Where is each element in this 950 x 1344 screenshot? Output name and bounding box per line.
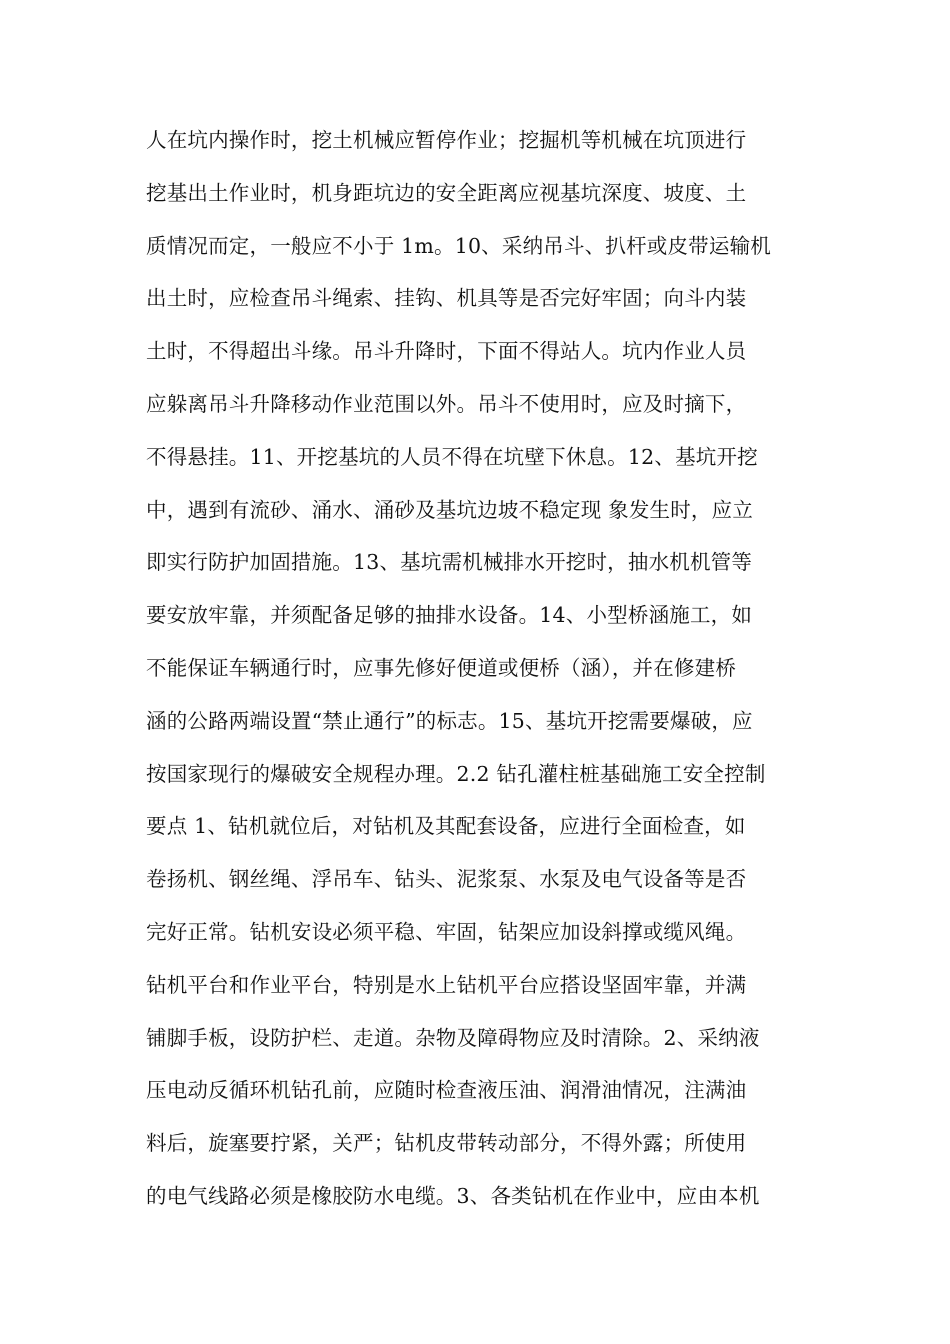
text-line-5: 土时，不得超出斗缘。吊斗升降时，下面不得站人。坑内作业人员 (146, 339, 747, 364)
text-line-6: 应躲离吊斗升降移动作业范围以外。吊斗不使用时，应及时摘下， (146, 391, 747, 416)
body-paragraph (146, 114, 816, 1223)
text-line-20: 料后，旋塞要拧紧，关严；钻机皮带转动部分，不得外露；所使用 (146, 1131, 747, 1156)
text-line-15: 卷扬机、钢丝绳、浮吊车、钻头、泥浆泵、水泵及电气设备等是否 (146, 867, 747, 892)
text-line-11: 不能保证车辆通行时，应事先修好便道或便桥（涵），并在修建桥 (146, 655, 737, 680)
text-line-13: 按国家现行的爆破安全规程办理。2.2 钻孔灌柱桩基础施工安全控制 (146, 761, 766, 786)
text-line-2: 挖基出土作业时，机身距坑边的安全距离应视基坑深度、坡度、土 (146, 180, 747, 205)
text-line-8: 中，遇到有流砂、涌水、涌砂及基坑边坡不稳定现 象发生时，应立 (146, 497, 754, 522)
text-line-1: 人在坑内操作时，挖土机械应暂停作业；挖掘机等机械在坑顶进行 (146, 128, 747, 152)
text-line-17: 钻机平台和作业平台，特别是水上钻机平台应搭设坚固牢靠，并满 (146, 972, 747, 997)
text-line-9: 即实行防护加固措施。13、基坑需机械排水开挖时，抽水机机管等 (146, 550, 753, 575)
text-line-12: 涵的公路两端设置“禁止通行”的标志。15、基坑开挖需要爆破，应 (146, 708, 753, 733)
text-line-7: 不得悬挂。11、开挖基坑的人员不得在坑壁下休息。12、基坑开挖 (146, 444, 758, 469)
text-line-10: 要安放牢靠，并须配备足够的抽排水设备。14、小型桥涵施工，如 (146, 603, 753, 628)
text-line-14: 要点 1、钻机就位后，对钻机及其配套设备，应进行全面检查，如 (146, 814, 746, 839)
text-line-3: 质情况而定，一般应不小于 1m。10、采纳吊斗、扒杆或皮带运输机 (146, 233, 771, 258)
text-line-21: 的电气线路必须是橡胶防水电缆。3、各类钻机在作业中，应由本机 (146, 1183, 760, 1208)
text-line-18: 铺脚手板，设防护栏、走道。杂物及障碍物应及时清除。2、采纳液 (146, 1025, 760, 1050)
text-line-16: 完好正常。钻机安设必须平稳、牢固，钻架应加设斜撑或缆风绳。 (146, 919, 747, 944)
text-line-4: 出土时，应检查吊斗绳索、挂钩、机具等是否完好牢固；向斗内装 (146, 286, 747, 311)
text-line-19: 压电动反循环机钻孔前，应随时检查液压油、润滑油情况，注满油 (146, 1078, 747, 1103)
